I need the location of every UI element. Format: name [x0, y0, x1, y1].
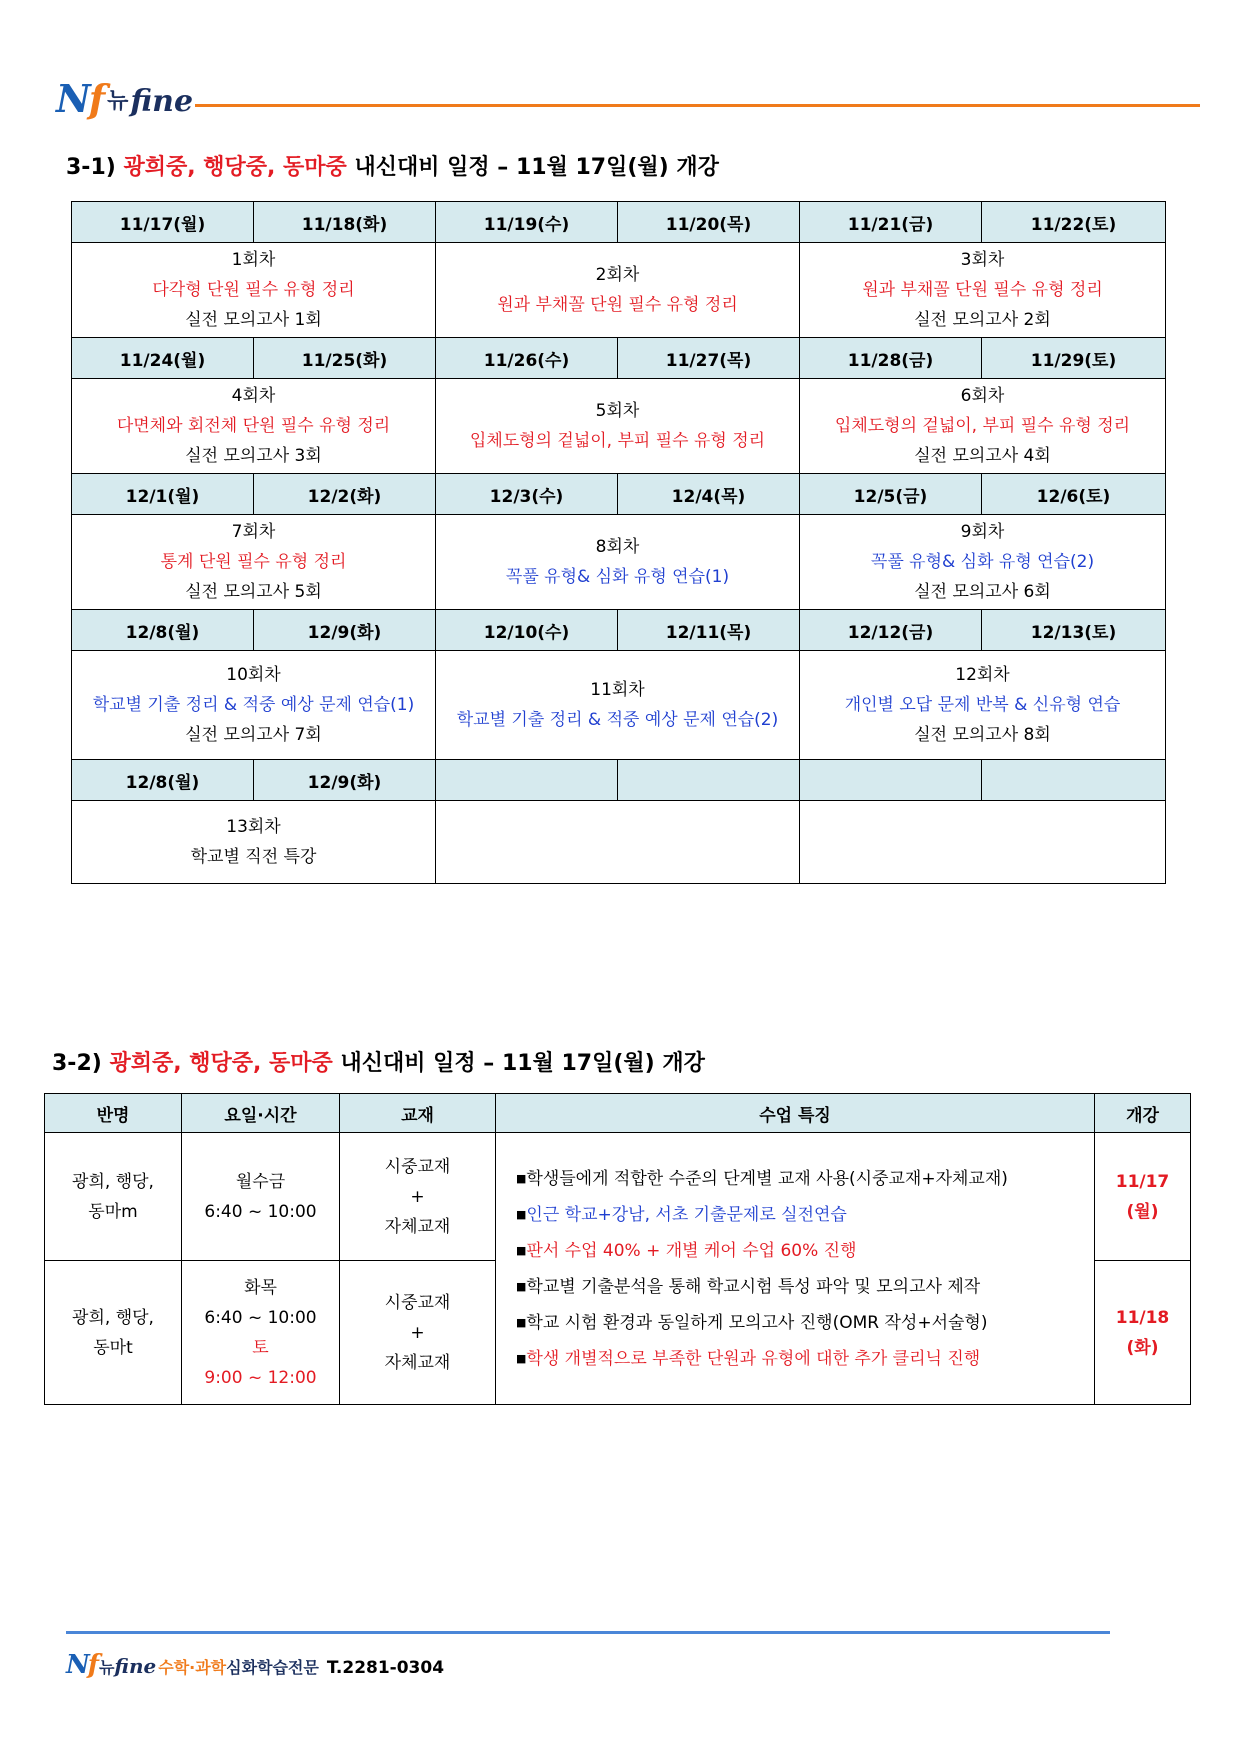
session-mock-exam: 실전 모의고사 4회 — [914, 446, 1051, 466]
schedule-date-cell: 12/1(월) — [72, 474, 254, 515]
schedule-date-cell: 11/27(목) — [618, 338, 800, 379]
schedule-table — [71, 201, 1166, 884]
schedule-date-cell: 12/12(금) — [800, 610, 982, 651]
session-topic: 꼭풀 유형& 심화 유형 연습(1) — [505, 567, 730, 587]
session-topic: 다면체와 회전체 단원 필수 유형 정리 — [116, 416, 391, 436]
session-number: 12회차 — [955, 665, 1010, 685]
session-mock-exam: 실전 모의고사 2회 — [914, 310, 1051, 330]
class-schedule: 월수금 6:40 ~ 10:00 — [182, 1133, 340, 1261]
schedule-date-cell: 11/26(수) — [436, 338, 618, 379]
schedule-date-row — [72, 202, 1166, 243]
header-opening: 개강 — [1095, 1094, 1191, 1133]
logo-english: fine — [130, 84, 194, 119]
schedule-date-row — [72, 474, 1166, 515]
class-row — [45, 1133, 1191, 1261]
schedule-session-row — [72, 243, 1166, 338]
class-opening-date: 11/17 (월) — [1095, 1133, 1191, 1261]
footer-brand — [66, 1652, 444, 1678]
class-opening-date: 11/18 (화) — [1095, 1261, 1191, 1405]
footer-specialty: 심화학습전문 — [226, 1658, 319, 1677]
session-cell — [800, 515, 1166, 610]
schedule-date-cell — [618, 760, 800, 801]
logo-mark: Nf — [56, 76, 104, 121]
schedule-session-row — [72, 801, 1166, 884]
session-topic: 원과 부채꼴 단원 필수 유형 정리 — [497, 295, 738, 315]
session-cell — [800, 651, 1166, 760]
session-number: 10회차 — [226, 665, 281, 685]
session-cell — [72, 801, 436, 884]
schedule-date-row — [72, 610, 1166, 651]
session-number: 8회차 — [595, 537, 640, 557]
schedule-date-cell: 12/8(월) — [72, 760, 254, 801]
header-features: 수업 특징 — [496, 1094, 1095, 1133]
session-topic: 꼭풀 유형& 심화 유형 연습(2) — [870, 552, 1095, 572]
header-day-time: 요일·시간 — [182, 1094, 340, 1133]
session-number: 7회차 — [231, 522, 276, 542]
session-number: 6회차 — [960, 386, 1005, 406]
class-schedule: 화목 6:40 ~ 10:00 토 9:00 ~ 12:00 — [182, 1261, 340, 1405]
class-features — [496, 1133, 1095, 1405]
session-topic: 다각형 단원 필수 유형 정리 — [152, 280, 355, 300]
class-table — [44, 1093, 1191, 1405]
footer-logo-mark: Nf — [66, 1650, 97, 1680]
schedule-date-cell: 12/11(목) — [618, 610, 800, 651]
session-number: 13회차 — [226, 817, 281, 837]
session-cell — [436, 243, 800, 338]
feature-item: ■ 학생들에게 적합한 수준의 단계별 교재 사용(시중교재+자체교재) — [516, 1161, 1094, 1197]
session-cell — [72, 243, 436, 338]
session-cell — [72, 379, 436, 474]
schedule-date-row — [72, 760, 1166, 801]
session-number: 3회차 — [960, 250, 1005, 270]
schedule-session-row — [72, 379, 1166, 474]
schedule-date-cell: 12/8(월) — [72, 610, 254, 651]
feature-item: ■ 학교 시험 환경과 동일하게 모의고사 진행(OMR 작성+서술형) — [516, 1305, 1094, 1341]
session-mock-exam: 실전 모의고사 7회 — [185, 725, 322, 745]
session-cell — [800, 801, 1166, 884]
feature-item: ■ 학교별 기출분석을 통해 학교시험 특성 파악 및 모의고사 제작 — [516, 1269, 1094, 1305]
session-topic: 개인별 오답 문제 반복 & 신유형 연습 — [844, 695, 1121, 715]
session-cell — [436, 515, 800, 610]
schedule-date-cell: 12/6(토) — [982, 474, 1166, 515]
footer-divider — [66, 1631, 1110, 1634]
schedule-date-cell: 12/2(화) — [254, 474, 436, 515]
header-divider — [195, 104, 1200, 107]
footer-subjects: 수학·과학 — [158, 1658, 227, 1677]
section2-title: 3-2) 광희중, 행당중, 동마중 내신대비 일정 – 11월 17일(월) 개강 — [52, 1051, 705, 1076]
session-topic: 학교별 기출 정리 & 적중 예상 문제 연습(1) — [92, 695, 415, 715]
schedule-date-cell: 12/9(화) — [254, 760, 436, 801]
schedule-date-cell — [982, 760, 1166, 801]
schedule-date-cell: 11/19(수) — [436, 202, 618, 243]
session-cell — [800, 243, 1166, 338]
session-topic: 학교별 기출 정리 & 적중 예상 문제 연습(2) — [456, 710, 779, 730]
section1-title: 3-1) 광희중, 행당중, 동마중 내신대비 일정 – 11월 17일(월) 개강 — [66, 155, 719, 180]
schedule-date-cell: 11/25(화) — [254, 338, 436, 379]
session-topic: 학교별 직전 특강 — [190, 847, 317, 867]
schedule-date-cell: 11/18(화) — [254, 202, 436, 243]
schedule-date-cell: 11/21(금) — [800, 202, 982, 243]
session-mock-exam: 실전 모의고사 6회 — [914, 582, 1051, 602]
session-mock-exam: 실전 모의고사 5회 — [185, 582, 322, 602]
class-table-header — [45, 1094, 1191, 1133]
schedule-date-cell — [436, 760, 618, 801]
session-number: 11회차 — [590, 680, 645, 700]
brand-logo — [56, 76, 194, 121]
header-textbook: 교재 — [340, 1094, 496, 1133]
class-name: 광희, 행당, 동마m — [45, 1133, 182, 1261]
session-topic: 입체도형의 겉넓이, 부피 필수 유형 정리 — [469, 431, 766, 451]
schedule-date-cell — [800, 760, 982, 801]
session-cell — [436, 651, 800, 760]
schedule-date-cell: 11/28(금) — [800, 338, 982, 379]
schedule-date-cell: 11/29(토) — [982, 338, 1166, 379]
feature-item: ■ 인근 학교+강남, 서초 기출문제로 실전연습 — [516, 1197, 1094, 1233]
header-class-name: 반명 — [45, 1094, 182, 1133]
class-textbook: 시중교재 + 자체교재 — [340, 1261, 496, 1405]
session-cell — [72, 515, 436, 610]
schedule-date-cell: 11/20(목) — [618, 202, 800, 243]
schedule-date-cell: 12/4(목) — [618, 474, 800, 515]
schedule-date-cell: 12/5(금) — [800, 474, 982, 515]
class-textbook: 시중교재 + 자체교재 — [340, 1133, 496, 1261]
schedule-date-cell: 11/17(월) — [72, 202, 254, 243]
schedule-date-cell: 12/13(토) — [982, 610, 1166, 651]
schedule-date-cell: 12/10(수) — [436, 610, 618, 651]
session-number: 5회차 — [595, 401, 640, 421]
schedule-session-row — [72, 651, 1166, 760]
schedule-date-cell: 12/9(화) — [254, 610, 436, 651]
footer-logo-korean: 뉴 — [98, 1658, 115, 1677]
session-cell — [800, 379, 1166, 474]
session-cell — [436, 801, 800, 884]
feature-item: ■ 판서 수업 40% + 개별 케어 수업 60% 진행 — [516, 1233, 1094, 1269]
session-topic: 통계 단원 필수 유형 정리 — [160, 552, 347, 572]
session-cell — [72, 651, 436, 760]
session-number: 2회차 — [595, 265, 640, 285]
feature-item: ■ 학생 개별적으로 부족한 단원과 유형에 대한 추가 클리닉 진행 — [516, 1341, 1094, 1377]
session-number: 1회차 — [231, 250, 276, 270]
session-mock-exam: 실전 모의고사 1회 — [185, 310, 322, 330]
footer-logo-english: fine — [114, 1654, 157, 1678]
logo-korean: 뉴 — [107, 89, 129, 115]
schedule-date-cell: 12/3(수) — [436, 474, 618, 515]
schedule-session-row — [72, 515, 1166, 610]
session-mock-exam: 실전 모의고사 8회 — [914, 725, 1051, 745]
footer-phone: T.2281-0304 — [326, 1658, 445, 1678]
schedule-date-row — [72, 338, 1166, 379]
schedule-date-cell: 11/22(토) — [982, 202, 1166, 243]
session-number: 9회차 — [960, 522, 1005, 542]
session-topic: 입체도형의 겉넓이, 부피 필수 유형 정리 — [834, 416, 1131, 436]
session-cell — [436, 379, 800, 474]
session-mock-exam: 실전 모의고사 3회 — [185, 446, 322, 466]
class-name: 광희, 행당, 동마t — [45, 1261, 182, 1405]
session-number: 4회차 — [231, 386, 276, 406]
schedule-date-cell: 11/24(월) — [72, 338, 254, 379]
session-topic: 원과 부채꼴 단원 필수 유형 정리 — [862, 280, 1103, 300]
